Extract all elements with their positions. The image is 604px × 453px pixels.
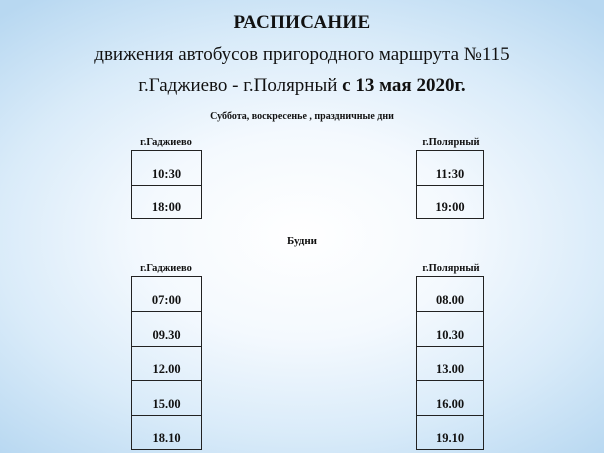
weekend-section-label: Суббота, воскресенье , праздничные дни xyxy=(210,111,394,122)
time-cell: 13.00 xyxy=(417,347,483,381)
route-and-date xyxy=(0,75,604,97)
time-cell: 16.00 xyxy=(417,381,483,416)
weekend-left-table xyxy=(131,150,202,219)
time-cell: 19:00 xyxy=(417,186,483,219)
route-name: г.Гаджиево - г.Полярный xyxy=(138,75,338,96)
weekend-left-heading: г.Гаджиево xyxy=(140,137,192,148)
weekdays-right-table xyxy=(416,276,484,450)
time-cell: 10.30 xyxy=(417,312,483,347)
time-cell: 18:00 xyxy=(132,186,201,219)
time-cell: 08.00 xyxy=(417,277,483,312)
weekdays-left-table xyxy=(131,276,202,450)
time-cell: 19.10 xyxy=(417,416,483,450)
weekend-right-table xyxy=(416,150,484,219)
page-title: РАСПИСАНИЕ xyxy=(233,12,371,33)
time-cell: 18.10 xyxy=(132,416,201,450)
time-cell: 15.00 xyxy=(132,381,201,416)
weekdays-section-label: Будни xyxy=(286,235,318,247)
time-cell: 07:00 xyxy=(132,277,201,312)
time-cell: 10:30 xyxy=(132,151,201,186)
weekdays-right-heading: г.Полярный xyxy=(422,263,480,274)
time-cell: 09.30 xyxy=(132,312,201,347)
weekdays-left-heading: г.Гаджиево xyxy=(140,263,192,274)
time-cell: 11:30 xyxy=(417,151,483,186)
time-cell: 12.00 xyxy=(132,347,201,381)
route-description: движения автобусов пригородного маршрута №115 xyxy=(94,44,510,65)
weekend-right-heading: г.Полярный xyxy=(422,137,480,148)
effective-date: с 13 мая 2020г. xyxy=(337,75,466,96)
